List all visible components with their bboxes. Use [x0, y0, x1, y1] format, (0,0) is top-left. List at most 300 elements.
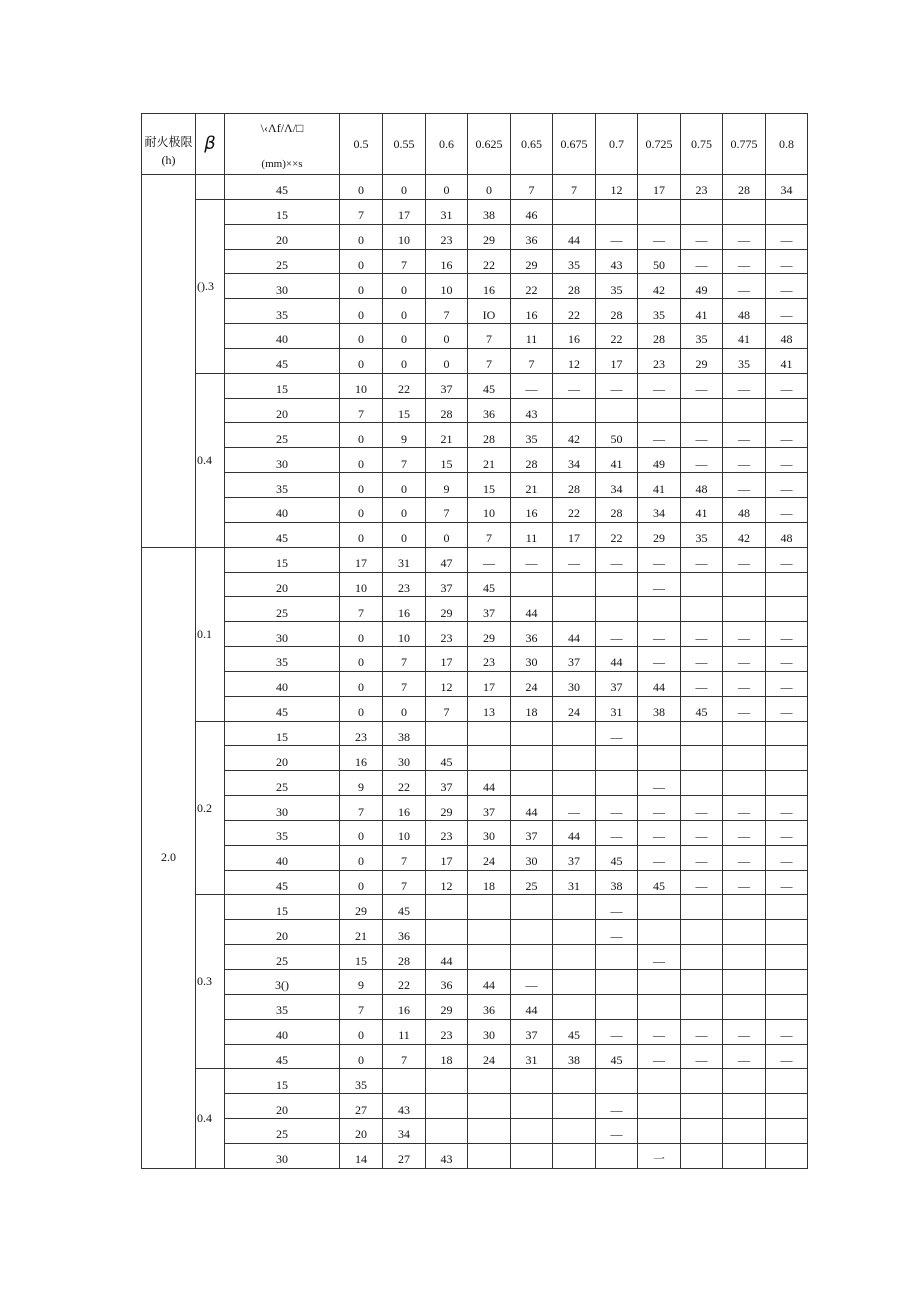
value-cell: 12	[426, 671, 468, 696]
value-cell: —	[681, 1044, 723, 1069]
dimension-cell: 40	[225, 324, 340, 349]
value-cell	[468, 1143, 511, 1168]
value-cell: —	[766, 796, 808, 821]
value-cell: 44	[553, 224, 596, 249]
table-row	[142, 796, 808, 821]
value-cell: —	[766, 448, 808, 473]
value-cell: —	[681, 622, 723, 647]
dimension-cell: 25	[225, 771, 340, 796]
value-cell	[723, 1143, 766, 1168]
value-cell: 35	[596, 274, 638, 299]
value-cell: 48	[723, 497, 766, 522]
value-cell: —	[766, 373, 808, 398]
dimension-cell: 20	[225, 746, 340, 771]
value-cell	[553, 994, 596, 1019]
value-cell: 0	[340, 1019, 383, 1044]
dimension-cell: 40	[225, 845, 340, 870]
table-row	[142, 845, 808, 870]
table-row	[142, 820, 808, 845]
value-cell: —	[723, 671, 766, 696]
dimension-cell: 15	[225, 721, 340, 746]
value-cell: —	[638, 547, 681, 572]
value-cell: 0	[340, 175, 383, 200]
value-cell: 43	[596, 249, 638, 274]
header-ratio: 0.55	[383, 114, 426, 175]
value-cell: 43	[426, 1143, 468, 1168]
table-row	[142, 696, 808, 721]
value-cell: 35	[511, 423, 553, 448]
beta-cell: ().3	[196, 199, 225, 373]
table-row	[142, 398, 808, 423]
value-cell: 45	[638, 870, 681, 895]
value-cell	[723, 572, 766, 597]
value-cell	[553, 1094, 596, 1119]
header-row	[142, 114, 808, 175]
value-cell	[553, 721, 596, 746]
dimension-cell: 30	[225, 274, 340, 299]
value-cell: —	[638, 423, 681, 448]
value-cell: 36	[511, 622, 553, 647]
table-row	[142, 1019, 808, 1044]
header-ratio: 0.75	[681, 114, 723, 175]
value-cell: 0	[383, 324, 426, 349]
value-cell: 23	[426, 622, 468, 647]
value-cell: 25	[511, 870, 553, 895]
value-cell	[468, 1119, 511, 1144]
value-cell: —	[596, 920, 638, 945]
value-cell: 28	[468, 423, 511, 448]
value-cell: 0	[340, 622, 383, 647]
value-cell: —	[681, 845, 723, 870]
value-cell: 24	[468, 1044, 511, 1069]
value-cell: 0	[340, 1044, 383, 1069]
value-cell: 16	[511, 497, 553, 522]
value-cell: 37	[426, 373, 468, 398]
value-cell: 0	[340, 696, 383, 721]
value-cell: 7	[426, 696, 468, 721]
value-cell: 22	[553, 497, 596, 522]
beta-cell: 0.4	[196, 373, 225, 547]
value-cell: 45	[596, 845, 638, 870]
table-row	[142, 175, 808, 200]
value-cell	[681, 1069, 723, 1094]
value-cell: —	[723, 423, 766, 448]
fire-limit-cell: 2.0	[142, 547, 196, 1168]
value-cell	[553, 398, 596, 423]
value-cell: 11	[511, 324, 553, 349]
value-cell: 29	[511, 249, 553, 274]
value-cell: 11	[511, 522, 553, 547]
value-cell	[511, 771, 553, 796]
value-cell: 16	[383, 796, 426, 821]
value-cell: —	[638, 796, 681, 821]
value-cell: 7	[383, 249, 426, 274]
value-cell: —	[681, 647, 723, 672]
value-cell: 7	[383, 671, 426, 696]
value-cell	[638, 721, 681, 746]
value-cell: —	[638, 1044, 681, 1069]
fire-limit-cell	[142, 175, 196, 548]
table-row	[142, 572, 808, 597]
value-cell: 22	[511, 274, 553, 299]
table-row	[142, 721, 808, 746]
dimension-cell: 45	[225, 1044, 340, 1069]
value-cell	[766, 895, 808, 920]
value-cell: 31	[553, 870, 596, 895]
table-row	[142, 870, 808, 895]
value-cell: 0	[340, 324, 383, 349]
value-cell	[766, 746, 808, 771]
value-cell: —	[511, 547, 553, 572]
value-cell: —	[723, 870, 766, 895]
value-cell: 13	[468, 696, 511, 721]
value-cell: 44	[553, 622, 596, 647]
value-cell: 0	[340, 249, 383, 274]
value-cell: 44	[468, 970, 511, 995]
value-cell: 49	[638, 448, 681, 473]
value-cell	[596, 746, 638, 771]
value-cell: 31	[426, 199, 468, 224]
value-cell: —	[511, 373, 553, 398]
value-cell	[723, 1094, 766, 1119]
value-cell	[681, 572, 723, 597]
value-cell: —	[638, 224, 681, 249]
value-cell: 7	[383, 647, 426, 672]
dimension-cell: 30	[225, 1143, 340, 1168]
value-cell	[553, 945, 596, 970]
value-cell: —	[723, 224, 766, 249]
dimension-cell: 15	[225, 1069, 340, 1094]
value-cell: 34	[638, 497, 681, 522]
table-row	[142, 423, 808, 448]
dimension-cell: 3()	[225, 970, 340, 995]
table-row	[142, 597, 808, 622]
value-cell	[468, 920, 511, 945]
header-beta	[196, 114, 225, 175]
value-cell: —	[596, 373, 638, 398]
value-cell	[723, 721, 766, 746]
value-cell: 41	[638, 473, 681, 498]
value-cell: —	[766, 473, 808, 498]
table-row	[142, 970, 808, 995]
header-ratio: 0.5	[340, 114, 383, 175]
value-cell: 16	[383, 994, 426, 1019]
table-row	[142, 1069, 808, 1094]
dimension-cell: 20	[225, 572, 340, 597]
value-cell: 10	[426, 274, 468, 299]
value-cell: —	[681, 1019, 723, 1044]
value-cell: 7	[468, 324, 511, 349]
value-cell: 23	[340, 721, 383, 746]
value-cell	[723, 199, 766, 224]
value-cell: 15	[426, 448, 468, 473]
value-cell: 30	[511, 845, 553, 870]
value-cell: 23	[468, 647, 511, 672]
value-cell: 7	[511, 348, 553, 373]
value-cell: 24	[511, 671, 553, 696]
beta-cell: 0.2	[196, 721, 225, 895]
value-cell: 7	[511, 175, 553, 200]
dimension-cell: 45	[225, 175, 340, 200]
header-ratio: 0.675	[553, 114, 596, 175]
value-cell: 7	[340, 199, 383, 224]
value-cell: —	[723, 373, 766, 398]
value-cell: 28	[596, 299, 638, 324]
value-cell: 22	[383, 373, 426, 398]
value-cell: 28	[426, 398, 468, 423]
value-cell: —	[596, 1119, 638, 1144]
value-cell: 23	[426, 820, 468, 845]
value-cell: 0	[340, 870, 383, 895]
value-cell: 10	[383, 622, 426, 647]
value-cell: 17	[553, 522, 596, 547]
header-ratio: 0.7	[596, 114, 638, 175]
dimension-cell: 35	[225, 994, 340, 1019]
beta-cell: 0.3	[196, 895, 225, 1069]
dimension-cell: 25	[225, 249, 340, 274]
header-ratio: 0.725	[638, 114, 681, 175]
value-cell: —	[766, 423, 808, 448]
value-cell: 7	[340, 398, 383, 423]
value-cell: 29	[468, 224, 511, 249]
value-cell	[511, 721, 553, 746]
value-cell: —	[766, 299, 808, 324]
value-cell	[511, 1069, 553, 1094]
value-cell: —	[596, 721, 638, 746]
value-cell: —	[766, 1019, 808, 1044]
value-cell: —	[766, 249, 808, 274]
value-cell: 0	[383, 696, 426, 721]
value-cell: 0	[426, 522, 468, 547]
dimension-cell: 35	[225, 299, 340, 324]
value-cell	[596, 1069, 638, 1094]
dimension-cell: 45	[225, 348, 340, 373]
value-cell: 7	[426, 299, 468, 324]
value-cell	[553, 771, 596, 796]
table-row	[142, 373, 808, 398]
value-cell: 45	[681, 696, 723, 721]
value-cell: —	[766, 224, 808, 249]
value-cell: 44	[553, 820, 596, 845]
value-cell: 49	[681, 274, 723, 299]
value-cell: 9	[426, 473, 468, 498]
value-cell	[553, 1143, 596, 1168]
value-cell: 17	[426, 647, 468, 672]
value-cell: 30	[383, 746, 426, 771]
value-cell: 0	[340, 647, 383, 672]
value-cell: —	[596, 820, 638, 845]
value-cell: 22	[596, 522, 638, 547]
value-cell	[638, 970, 681, 995]
value-cell	[511, 920, 553, 945]
value-cell	[468, 746, 511, 771]
value-cell: 23	[383, 572, 426, 597]
value-cell: —	[681, 448, 723, 473]
value-cell: 22	[383, 771, 426, 796]
value-cell	[553, 920, 596, 945]
value-cell: 27	[340, 1094, 383, 1119]
table-row	[142, 994, 808, 1019]
value-cell: 31	[511, 1044, 553, 1069]
value-cell: 0	[383, 299, 426, 324]
value-cell: 37	[426, 572, 468, 597]
value-cell	[426, 895, 468, 920]
value-cell: 42	[553, 423, 596, 448]
value-cell	[553, 597, 596, 622]
value-cell	[638, 994, 681, 1019]
value-cell: 28	[383, 945, 426, 970]
value-cell: —	[723, 845, 766, 870]
value-cell: 28	[723, 175, 766, 200]
value-cell	[766, 1094, 808, 1119]
value-cell: —	[468, 547, 511, 572]
value-cell: 29	[426, 796, 468, 821]
table-row	[142, 249, 808, 274]
value-cell: 9	[383, 423, 426, 448]
value-cell	[553, 895, 596, 920]
value-cell: —	[681, 547, 723, 572]
value-cell: 45	[468, 373, 511, 398]
value-cell: 44	[511, 994, 553, 1019]
table-row	[142, 895, 808, 920]
value-cell	[596, 572, 638, 597]
value-cell	[766, 597, 808, 622]
value-cell: 22	[596, 324, 638, 349]
value-cell	[468, 895, 511, 920]
value-cell: 17	[596, 348, 638, 373]
value-cell	[766, 1119, 808, 1144]
value-cell	[468, 1069, 511, 1094]
value-cell	[638, 895, 681, 920]
value-cell: 48	[766, 324, 808, 349]
value-cell	[638, 920, 681, 945]
value-cell: 0	[426, 175, 468, 200]
value-cell: —	[723, 274, 766, 299]
value-cell: 0	[383, 274, 426, 299]
table-row	[142, 473, 808, 498]
value-cell	[681, 199, 723, 224]
value-cell: 43	[383, 1094, 426, 1119]
dimension-cell: 25	[225, 1119, 340, 1144]
value-cell: 7	[340, 597, 383, 622]
value-cell: 7	[383, 870, 426, 895]
value-cell: 7	[553, 175, 596, 200]
value-cell: 0	[340, 299, 383, 324]
value-cell: —	[638, 647, 681, 672]
value-cell: 37	[553, 647, 596, 672]
table-row	[142, 348, 808, 373]
value-cell: —	[766, 622, 808, 647]
value-cell: —	[766, 1044, 808, 1069]
value-cell: 15	[383, 398, 426, 423]
value-cell	[511, 895, 553, 920]
value-cell: —	[766, 274, 808, 299]
value-cell: 10	[468, 497, 511, 522]
value-cell	[596, 994, 638, 1019]
value-cell: 35	[340, 1069, 383, 1094]
value-cell: 44	[596, 647, 638, 672]
value-cell	[681, 1143, 723, 1168]
value-cell: 45	[553, 1019, 596, 1044]
value-cell	[596, 199, 638, 224]
value-cell: 44	[468, 771, 511, 796]
value-cell: 10	[340, 572, 383, 597]
value-cell	[723, 920, 766, 945]
value-cell: 34	[553, 448, 596, 473]
value-cell	[766, 945, 808, 970]
value-cell: —	[681, 870, 723, 895]
table-row	[142, 224, 808, 249]
value-cell	[511, 945, 553, 970]
value-cell: 24	[553, 696, 596, 721]
value-cell: 38	[596, 870, 638, 895]
value-cell: 43	[511, 398, 553, 423]
value-cell	[681, 721, 723, 746]
value-cell: 42	[638, 274, 681, 299]
header-dimension-top: \‹Λf/Λ/□	[260, 121, 304, 135]
table-row	[142, 1119, 808, 1144]
value-cell: 0	[340, 448, 383, 473]
value-cell: —	[638, 945, 681, 970]
dimension-cell: 25	[225, 945, 340, 970]
value-cell	[511, 746, 553, 771]
value-cell	[426, 1094, 468, 1119]
value-cell: —	[723, 622, 766, 647]
value-cell: —	[638, 1019, 681, 1044]
value-cell: 0	[383, 348, 426, 373]
value-cell: 0	[340, 274, 383, 299]
value-cell: 36	[468, 994, 511, 1019]
table-row	[142, 547, 808, 572]
value-cell: —	[766, 497, 808, 522]
value-cell: —	[723, 448, 766, 473]
value-cell: —	[638, 820, 681, 845]
value-cell: —	[638, 622, 681, 647]
value-cell: —	[553, 796, 596, 821]
value-cell	[681, 970, 723, 995]
table-row	[142, 920, 808, 945]
value-cell	[596, 970, 638, 995]
value-cell: 38	[553, 1044, 596, 1069]
value-cell	[638, 597, 681, 622]
value-cell: 0	[340, 224, 383, 249]
value-cell	[766, 994, 808, 1019]
value-cell	[638, 746, 681, 771]
value-cell	[766, 398, 808, 423]
value-cell: 45	[596, 1044, 638, 1069]
value-cell: 44	[426, 945, 468, 970]
value-cell: —	[723, 547, 766, 572]
dimension-cell: 20	[225, 1094, 340, 1119]
table-row	[142, 945, 808, 970]
value-cell: 30	[468, 1019, 511, 1044]
value-cell: 41	[681, 299, 723, 324]
value-cell: 37	[511, 1019, 553, 1044]
value-cell: 41	[766, 348, 808, 373]
value-cell	[511, 572, 553, 597]
value-cell: 35	[638, 299, 681, 324]
value-cell: 28	[596, 497, 638, 522]
value-cell: 24	[468, 845, 511, 870]
value-cell: —	[723, 796, 766, 821]
value-cell: 15	[468, 473, 511, 498]
value-cell: 16	[426, 249, 468, 274]
value-cell	[766, 1143, 808, 1168]
value-cell: 30	[511, 647, 553, 672]
dimension-cell: 20	[225, 398, 340, 423]
value-cell: 29	[681, 348, 723, 373]
value-cell: —	[596, 796, 638, 821]
